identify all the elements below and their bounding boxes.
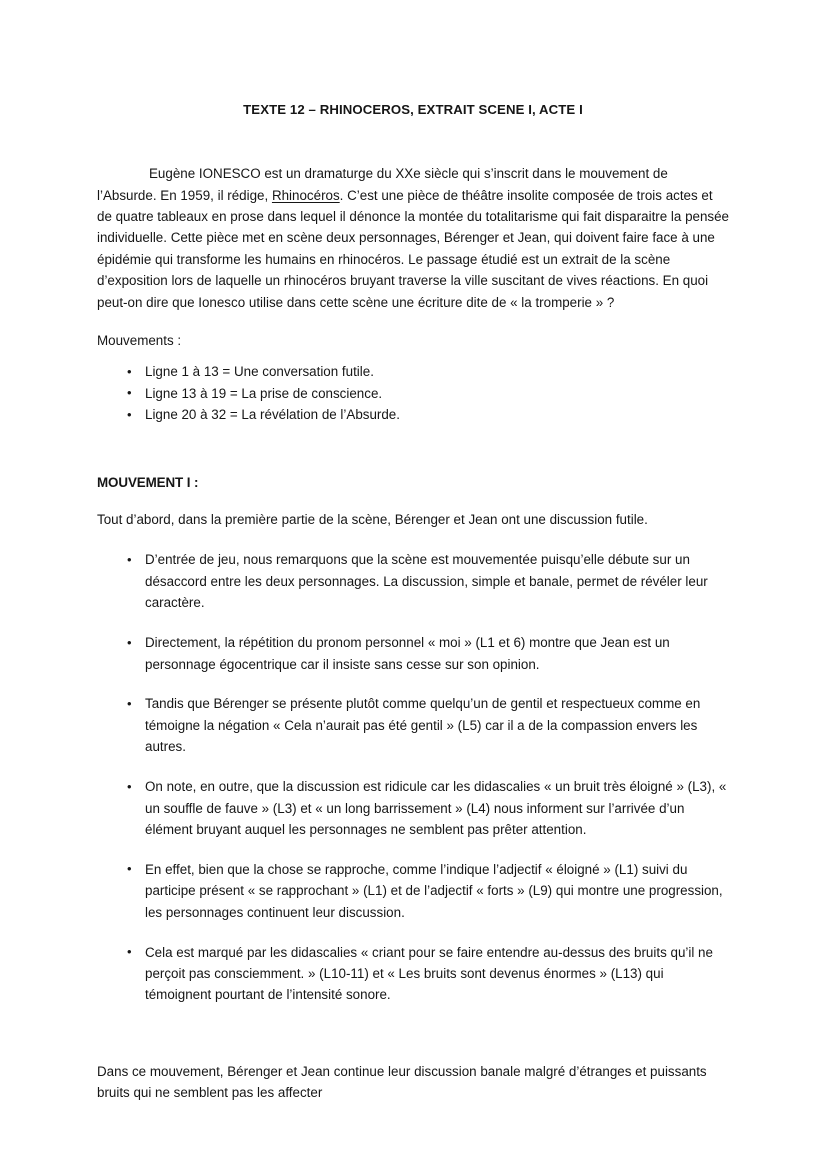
analysis-list xyxy=(97,530,729,1005)
intro-text-before: Eugène IONESCO est un dramaturge du XXe siècle qui s’inscrit dans le mouvement de l’Absurde. En 1959, il rédige, xyxy=(97,166,668,203)
mouvements-list xyxy=(97,351,729,425)
mouvement-one-heading: MOUVEMENT I : xyxy=(97,474,199,490)
list-item: • Ligne 13 à 19 = La prise de conscience. xyxy=(97,383,729,404)
intro-paragraph xyxy=(97,118,729,313)
document-body xyxy=(97,0,729,1104)
page-title: TEXTE 12 – RHINOCEROS, EXTRAIT SCENE I, ACTE I xyxy=(243,102,583,117)
list-item: • Cela est marqué par les didascalies « criant pour se faire entendre au-dessus des bruits qu’il ne perçoit pas consciemment. » (L10-11) et « Les bruits sont devenus énormes » (L13) qui témoignent pourtant de l’intensité sonore. xyxy=(97,942,729,1006)
list-item: • Ligne 20 à 32 = La révélation de l’Absurde. xyxy=(97,404,729,425)
mouvement-one-lead: Tout d’abord, dans la première partie de la scène, Bérenger et Jean ont une discussion futile. xyxy=(97,512,648,528)
list-item: • Directement, la répétition du pronom personnel « moi » (L1 et 6) montre que Jean est un personnage égocentrique car il insiste sans cesse sur son opinion. xyxy=(97,632,729,675)
list-item: • En effet, bien que la chose se rapproche, comme l’indique l’adjectif « éloigné » (L1) suivi du participe présent « se rapprochant » (L1) et de l’adjectif « forts » (L9) qui montre une progression, les personnages continuent leur discussion. xyxy=(97,859,729,923)
mouvements-label: Mouvements : xyxy=(97,333,182,348)
list-item: • On note, en outre, que la discussion est ridicule car les didascalies « un bruit très éloigné » (L3), « un souffle de fauve » (L3) et « un long barrissement » (L4) nous informent sur l’arrivée d’un élément bruyant auquel les personnages ne semblent pas prêter attention. xyxy=(97,776,729,840)
list-item: • Tandis que Bérenger se présente plutôt comme quelqu’un de gentil et respectueux comme en témoigne la négation « Cela n’aurait pas été gentil » (L5) car il a de la compassion envers les autres. xyxy=(97,693,729,757)
intro-text-after: . C’est une pièce de théâtre insolite composée de trois actes et de quatre tableaux en prose dans lequel il dénonce la montée du totalitarisme qui fait disparaitre la pensée individuelle. Cette pièce met en scène deux personnages, Bérenger et Jean, qui doivent faire face à une épidémie qui transforme les humains en rhinocéros. Le passage étudié est un extrait de la scène d’exposition lors de laquelle un rhinocéros bruyant traverse la ville suscitant de vives réactions. En quoi peut-on dire que Ionesco utilise dans cette scène une écriture dite de « la tromperie » ? xyxy=(97,187,730,310)
list-item: • Ligne 1 à 13 = Une conversation futile. xyxy=(97,361,729,382)
list-item: • D’entrée de jeu, nous remarquons que la scène est mouvementée puisqu’elle débute sur un désaccord entre les deux personnages. La discussion, simple et banale, permet de révéler leur caractère. xyxy=(97,549,729,613)
play-title-underlined: Rhinocéros xyxy=(271,187,340,203)
conclusion-paragraph: Dans ce mouvement, Bérenger et Jean continue leur discussion banale malgré d’étranges et puissants bruits qui ne semblent pas les affecter xyxy=(97,1063,707,1101)
